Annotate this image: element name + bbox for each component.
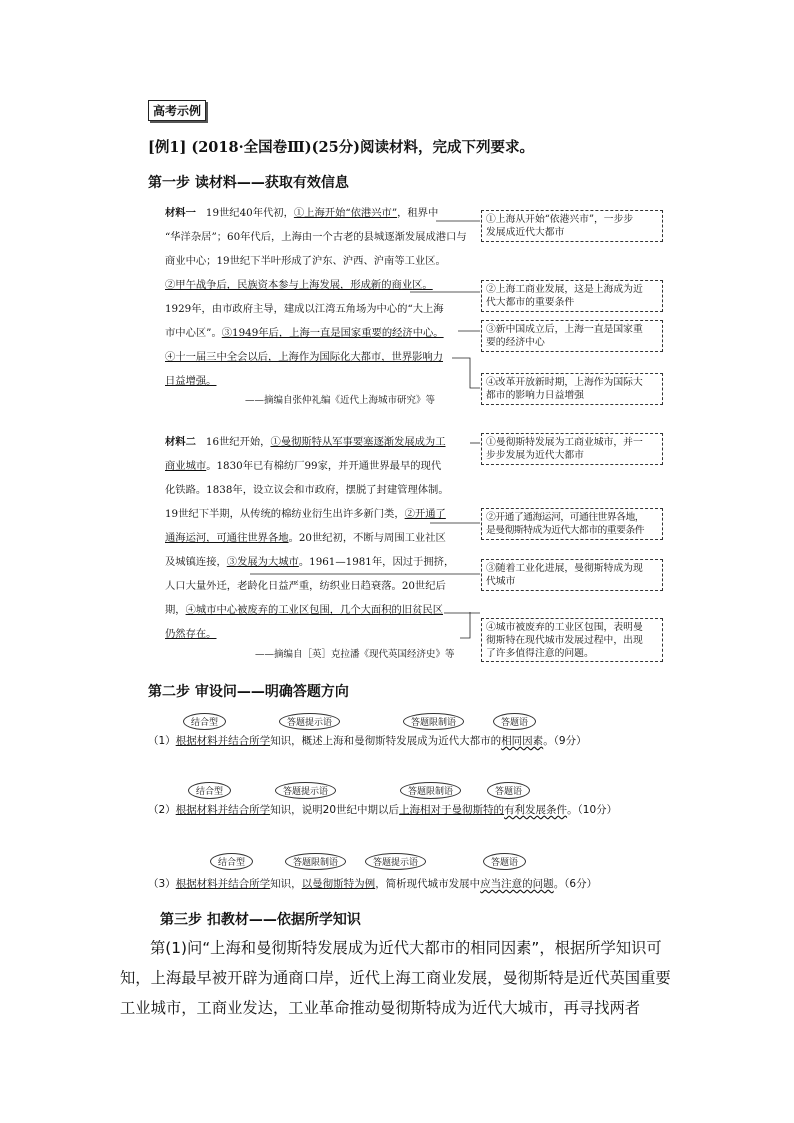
m1-source: ——摘编自张仲礼编《近代上海城市研究》等 — [245, 395, 436, 406]
m2-text: 。20世纪初，不断与周围工业社区 — [288, 532, 446, 544]
m2-text: 16世纪开始， — [205, 436, 271, 448]
m1-key-3: ③1949年后，上海一直是国家重要的经济中心。 — [221, 327, 444, 339]
m2-text: 。1830年已有棉纺厂99家，并开通世界最早的现代 — [206, 460, 442, 472]
bubble-hint: 答题提示语 — [365, 853, 426, 870]
example-title: [例1] (2018·全国卷Ⅲ)(25分)阅读材料，完成下列要求。 — [148, 139, 535, 156]
m2-note-4: ④城市被废弃的工业区包围，表明曼 彻斯特在现代城市发展过程中，出现 了许多值得注意的问题。 — [481, 618, 663, 662]
m2-text: 。1961—1981年，因过于拥挤， — [298, 556, 455, 568]
m2-text: 人口大量外迁，老龄化日益严重，纺织业日趋衰落。20世纪后 — [165, 580, 446, 592]
m2-key-1: ①曼彻斯特从军事要塞逐渐发展成为工 — [270, 436, 446, 448]
question-1: （1）根据材料并结合所学知识，概述上海和曼彻斯特发展成为近代大都市的相同因素。（9分） — [148, 735, 587, 747]
m2-note-1: ①曼彻斯特发展为工商业城市，并一 步步发展为近代大都市 — [481, 433, 663, 465]
m1-text: 市中心区”。 — [165, 327, 222, 339]
m2-key-3: ③发展为大城市 — [226, 556, 299, 568]
m1-text: ，租界中 — [397, 207, 439, 219]
m1-note-4: ④改革开放新时期，上海作为国际大 都市的影响力日益增强 — [481, 373, 663, 405]
bubble-limit: 答题限制语 — [403, 713, 464, 730]
step3-heading: 第三步 扣教材——依据所学知识 — [160, 912, 361, 928]
m1-note-1: ①上海从开始“依港兴市”，一步步 发展成近代大都市 — [481, 210, 663, 242]
bubble-key: 答题语 — [487, 782, 530, 799]
question-3: （3）根据材料并结合所学知识，以曼彻斯特为例，简析现代城市发展中应当注意的问题。（6分） — [148, 878, 598, 890]
material-2-label: 材料二 — [165, 436, 196, 448]
analysis-paragraph: 第(1)问“上海和曼彻斯特发展成为近代大都市的相同因素”，根据所学知识可知，上海最早被开辟为通商口岸，近代上海工商业发展，曼彻斯特是近代英国重要工业城市，工商业发达，工业革命推动曼彻斯特成为近代大城市，再寻找两者 — [120, 939, 671, 1017]
m1-note-3: ③新中国成立后，上海一直是国家重 要的经济中心 — [481, 320, 663, 352]
m2-note-2: ②开通了通海运河，可通往世界各地， 是曼彻斯特成为近代大都市的重要条件 — [481, 508, 663, 540]
m2-key-4b: 仍然存在。 — [165, 628, 217, 640]
m2-note-3: ③随着工业化进展，曼彻斯特成为现 代城市 — [481, 559, 663, 591]
bubble-key: 答题语 — [493, 713, 536, 730]
m1-text: 19世纪40年代初， — [205, 207, 294, 219]
material-2 — [165, 430, 454, 646]
step1-heading: 第一步 读材料——获取有效信息 — [148, 175, 349, 191]
m1-key-4: ④十一届三中全会以后，上海作为国际化大都市，世界影响力 — [165, 351, 444, 363]
m1-text: 1929年，由市政府主导，建成以江湾五角场为中心的“大上海 — [165, 303, 444, 315]
m2-key-2: ②开通了 — [404, 508, 446, 520]
m2-key-4: ④城市中心被废弃的工业区包围，几个大面积的旧贫民区 — [185, 604, 444, 616]
bubble-limit: 答题限制语 — [285, 853, 346, 870]
bubble-key: 答题语 — [483, 853, 526, 870]
bubble-combine: 结合型 — [183, 713, 226, 730]
m2-text: 期， — [165, 604, 186, 616]
m2-text: 及城镇连接， — [165, 556, 227, 568]
bubble-limit: 答题限制语 — [400, 782, 461, 799]
m2-text: 19世纪下半期，从传统的棉纺业衍生出许多新门类， — [165, 508, 405, 520]
material-1 — [165, 201, 467, 393]
m1-key-4b: 日益增强。 — [165, 375, 217, 387]
m1-key-2: ②甲午战争后，民族资本参与上海发展，形成新的商业区。 — [165, 279, 433, 291]
bubble-combine: 结合型 — [188, 782, 231, 799]
bubble-combine: 结合型 — [210, 853, 253, 870]
m1-text: “华洋杂居”；60年代后，上海由一个古老的县城逐渐发展成港口与 — [165, 231, 467, 243]
material-1-label: 材料一 — [165, 207, 196, 219]
m2-text: 化铁路。1838年，设立议会和市政府，摆脱了封建管理体制。 — [165, 484, 449, 496]
bubble-hint: 答题提示语 — [275, 782, 336, 799]
step2-heading: 第二步 审设问——明确答题方向 — [148, 684, 349, 700]
m2-source: ——摘编自［英］克拉潘《现代英国经济史》等 — [255, 649, 455, 660]
section-tag: 高考示例 — [148, 100, 206, 121]
m1-note-2: ②上海工商业发展，这是上海成为近 代大都市的重要条件 — [481, 280, 663, 312]
question-2: （2）根据材料并结合所学知识，说明20世纪中期以后上海相对于曼彻斯特的有利发展条件。（10分） — [148, 804, 618, 816]
m1-key-1: ①上海开始“依港兴市” — [293, 207, 398, 219]
bubble-hint: 答题提示语 — [279, 713, 340, 730]
m2-key-2b: 通海运河，可通往世界各地 — [165, 532, 289, 544]
m2-key-1b: 商业城市 — [165, 460, 207, 472]
m1-text: 商业中心；19世纪下半叶形成了沪东、沪西、沪南等工业区。 — [165, 255, 446, 267]
